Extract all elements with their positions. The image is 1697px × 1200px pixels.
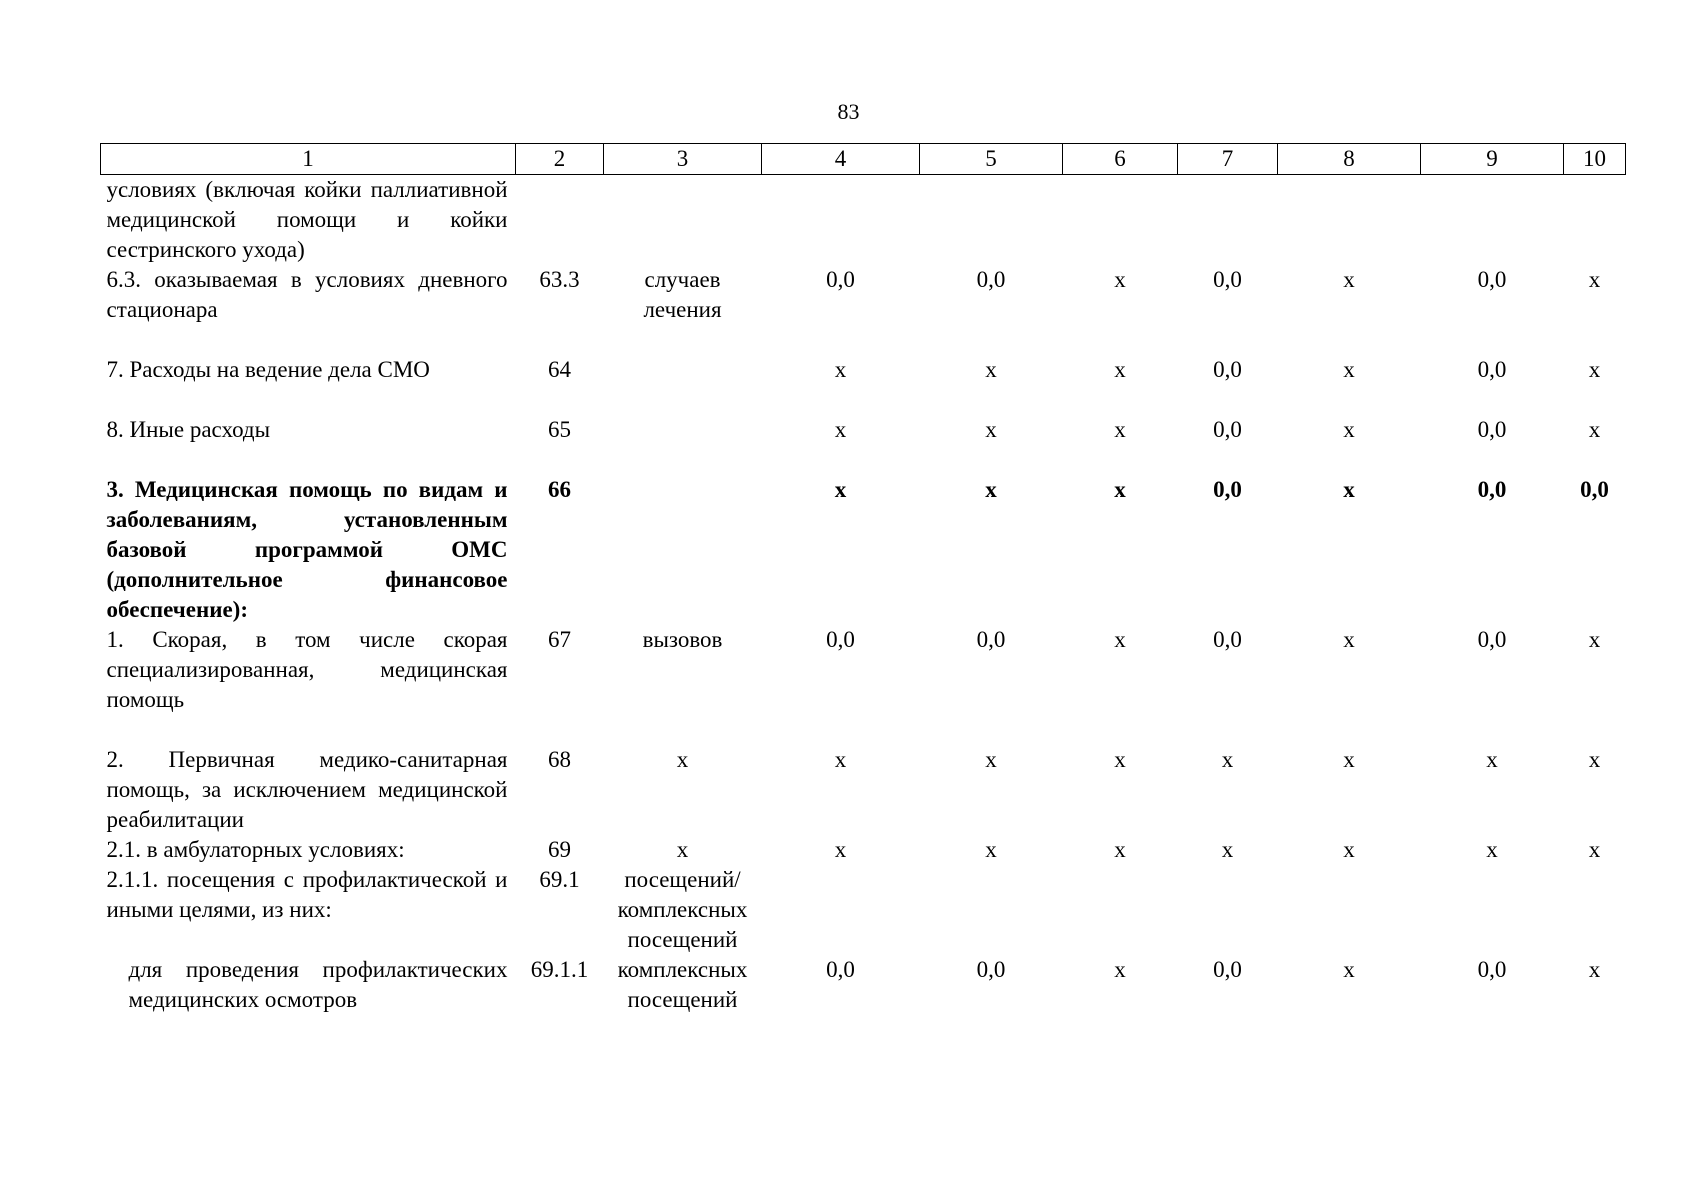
cell-col9: 0,0 [1477,417,1507,442]
cell-col8: х [1343,747,1355,772]
cell-col7: 0,0 [1213,627,1242,652]
row-label: 3. Медицинская помощь по видам и заболеваниям, установленным базовой программой ОМС (дополнительное финансовое обеспечение): [106,477,508,622]
cell-col8 [1278,175,1421,266]
cell-col10: х [1588,957,1601,982]
row-code: 64 [548,357,571,382]
cell-col10: 0,0 [1580,477,1609,502]
cell-col6: х [1114,837,1126,862]
row-label: условиях (включая койки паллиативной медицинской помощи и койки сестринского ухода) [106,177,508,262]
row-unit [604,355,762,415]
cell-col9: 0,0 [1477,627,1507,652]
cell-col8: х [1343,417,1355,442]
row-label: 2.1. в амбулаторных условиях: [106,837,405,862]
col-header-8: 8 [1278,144,1421,175]
cell-col9: 0,0 [1477,267,1507,292]
cell-col6: х [1114,747,1126,772]
cell-col5: х [985,837,997,862]
row-label: 8. Иные расходы [106,417,271,442]
cell-col4 [762,175,920,266]
row-code: 67 [548,627,571,652]
row-code: 69 [548,837,571,862]
row-unit [604,415,762,475]
cell-col7: х [1221,837,1234,862]
table-row-section [101,475,1626,625]
row-label: 6.3. оказываемая в условиях дневного стационара [106,267,508,322]
cell-col6: х [1114,477,1126,502]
cell-col8: х [1343,357,1355,382]
row-unit: комплексных посещений [617,957,748,1012]
table-row [101,625,1626,745]
table-row [101,415,1626,475]
cell-col7: 0,0 [1213,417,1242,442]
row-label: 7. Расходы на ведение дела СМО [106,357,430,382]
cell-col6 [1063,175,1178,266]
cell-col9: х [1486,837,1498,862]
cell-col9: 0,0 [1477,957,1507,982]
table-row [101,175,1626,266]
col-header-9: 9 [1421,144,1564,175]
row-label: 1. Скорая, в том числе скорая специализированная, медицинская помощь [106,627,508,712]
cell-col4: х [834,747,847,772]
cell-col10: х [1588,357,1601,382]
row-code: 68 [548,747,571,772]
cell-col5: 0,0 [976,957,1006,982]
col-header-2: 2 [516,144,604,175]
cell-col7: 0,0 [1213,267,1242,292]
cell-col10: х [1588,417,1601,442]
cell-col8: х [1343,267,1355,292]
cell-col10 [1564,175,1626,266]
cell-col5 [920,175,1063,266]
cell-col6 [1063,865,1178,955]
cell-col6: х [1114,417,1126,442]
cell-col4 [762,865,920,955]
cell-col4: х [834,477,847,502]
cell-col4: 0,0 [826,267,855,292]
row-code: 66 [548,477,571,502]
cell-col7 [1178,175,1278,266]
row-code: 69.1.1 [530,957,589,982]
cell-col8 [1278,865,1421,955]
cell-col4: х [834,417,847,442]
cell-col5: х [985,477,997,502]
row-unit: вызовов [642,627,723,652]
cell-col5: х [985,417,997,442]
row-unit: посещений/ комплексных посещений [617,867,748,952]
cell-col10: х [1588,627,1601,652]
cell-col7: 0,0 [1213,357,1242,382]
cell-col10: х [1588,837,1601,862]
cell-col9: 0,0 [1477,357,1507,382]
col-header-7: 7 [1178,144,1278,175]
cell-col9: х [1486,747,1498,772]
col-header-1: 1 [101,144,516,175]
row-label: 2. Первичная медико-санитарная помощь, за исключением медицинской реабилитации [106,747,508,832]
cell-col5: х [985,357,997,382]
table-row [101,865,1626,955]
cell-col5: 0,0 [976,627,1006,652]
cell-col6: х [1114,357,1126,382]
cell-col6: х [1114,267,1126,292]
cell-col6: х [1114,957,1126,982]
cell-col4: х [834,357,847,382]
col-header-3: 3 [604,144,762,175]
col-header-4: 4 [762,144,920,175]
cell-col4: х [834,837,847,862]
cell-col7: 0,0 [1213,477,1242,502]
row-unit: х [676,837,689,862]
cell-col8: х [1343,627,1355,652]
row-unit [604,175,762,266]
cell-col7: х [1221,747,1234,772]
table-row [101,355,1626,415]
cell-col5: х [985,747,997,772]
table-row [101,835,1626,865]
cell-col8: х [1343,957,1355,982]
cell-col8: х [1343,477,1355,502]
row-label: для проведения профилактических медицинских осмотров [128,957,508,1012]
cell-col7: 0,0 [1213,957,1242,982]
cell-col4: 0,0 [826,957,855,982]
funding-table [100,143,1626,1015]
column-number-row [101,144,1626,175]
col-header-10: 10 [1564,144,1626,175]
cell-col7 [1178,865,1278,955]
row-unit: х [676,747,689,772]
cell-col5 [920,865,1063,955]
row-code [516,175,604,266]
table-row [101,265,1626,355]
table-row [101,745,1626,835]
row-code: 63.3 [539,267,580,292]
row-unit [604,475,762,625]
cell-col9 [1421,865,1564,955]
cell-col10 [1564,865,1626,955]
col-header-6: 6 [1063,144,1178,175]
col-header-5: 5 [920,144,1063,175]
cell-col9 [1421,175,1564,266]
table-row [101,955,1626,1015]
row-code: 69.1 [539,867,580,892]
page-number: 83 [837,99,860,124]
cell-col6: х [1114,627,1126,652]
row-label: 2.1.1. посещения с профилактической и иными целями, из них: [106,867,508,922]
cell-col8: х [1343,837,1355,862]
row-code: 65 [548,417,571,442]
cell-col4: 0,0 [826,627,855,652]
cell-col10: х [1588,267,1601,292]
cell-col9: 0,0 [1477,477,1507,502]
cell-col5: 0,0 [976,267,1006,292]
cell-col10: х [1588,747,1601,772]
row-unit: случаев лечения [643,267,722,322]
